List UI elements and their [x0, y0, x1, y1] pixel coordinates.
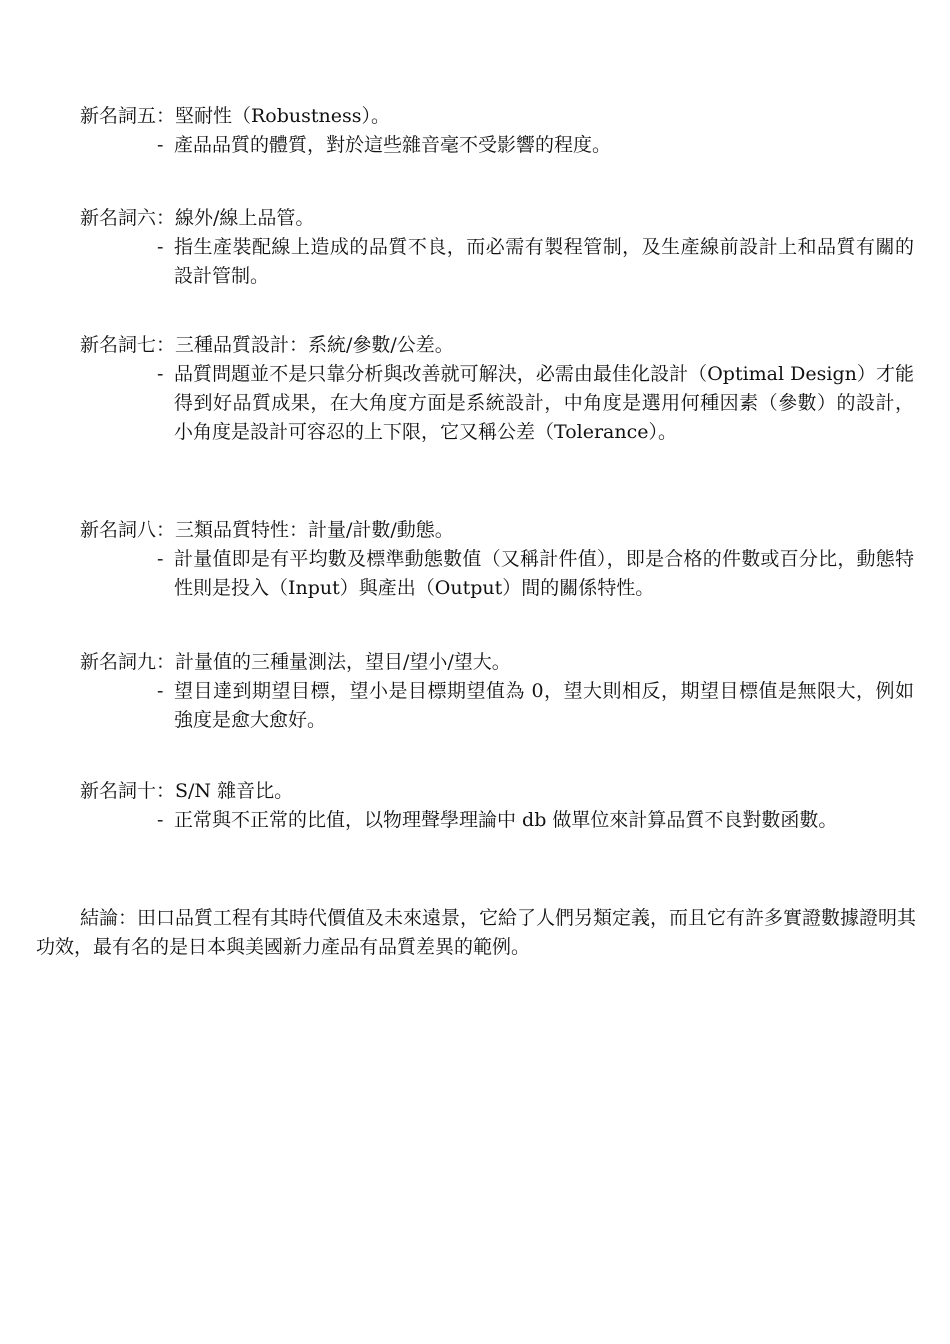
term-7	[80, 330, 920, 447]
term-description	[157, 360, 914, 447]
term-description-text: 正常與不正常的比值，以物理聲學理論中 db 做單位來計算品質不良對數函數。	[174, 809, 838, 831]
term-description	[157, 131, 914, 160]
term-description-text: 產品品質的體質，對於這些雜音毫不受影響的程度。	[174, 134, 612, 156]
dash-marker: -	[157, 134, 164, 156]
term-10	[80, 776, 920, 835]
term-title: 新名詞十：S/N 雜音比。	[80, 780, 294, 802]
term-description-text: 望目達到期望目標，望小是目標期望值為 0，望大則相反，期望目標值是無限大，例如強度是愈大愈好。	[174, 680, 914, 731]
term-description	[157, 806, 914, 835]
term-title: 新名詞七：三種品質設計：系統/參數/公差。	[80, 334, 454, 356]
term-8	[80, 515, 920, 603]
term-title: 新名詞六：線外/線上品管。	[80, 207, 315, 229]
term-description	[157, 233, 914, 291]
term-description-text: 品質問題並不是只靠分析與改善就可解決，必需由最佳化設計（Optimal Design）才能得到好品質成果，在大角度方面是系統設計，中角度是選用何種因素（參數）的設計，小角度是設計可容忍的上下限，它又稱公差（Tolerance）。	[174, 363, 914, 443]
term-9	[80, 647, 920, 735]
term-description-text: 指生產裝配線上造成的品質不良，而必需有製程管制，及生產線前設計上和品質有關的設計管制。	[174, 236, 914, 287]
dash-marker: -	[157, 809, 164, 831]
dash-marker: -	[157, 680, 164, 702]
conclusion-paragraph: 結論：田口品質工程有其時代價值及未來遠景，它給了人們另類定義，而且它有許多實證數據證明其功效，最有名的是日本與美國新力產品有品質差異的範例。	[36, 907, 917, 958]
dash-marker: -	[157, 236, 164, 258]
term-6	[80, 203, 920, 291]
term-5	[80, 101, 920, 160]
term-description	[157, 677, 914, 735]
term-title: 新名詞九：計量值的三種量測法，望目/望小/望大。	[80, 651, 511, 673]
dash-marker: -	[157, 548, 164, 570]
term-description-text: 計量值即是有平均數及標準動態數值（又稱計件值），即是合格的件數或百分比，動態特性則是投入（Input）與產出（Output）間的關係特性。	[174, 548, 914, 599]
term-title: 新名詞八：三類品質特性：計量/計數/動態。	[80, 519, 454, 541]
term-description	[157, 545, 914, 603]
dash-marker: -	[157, 363, 164, 385]
term-title: 新名詞五：堅耐性（Robustness）。	[80, 105, 391, 127]
